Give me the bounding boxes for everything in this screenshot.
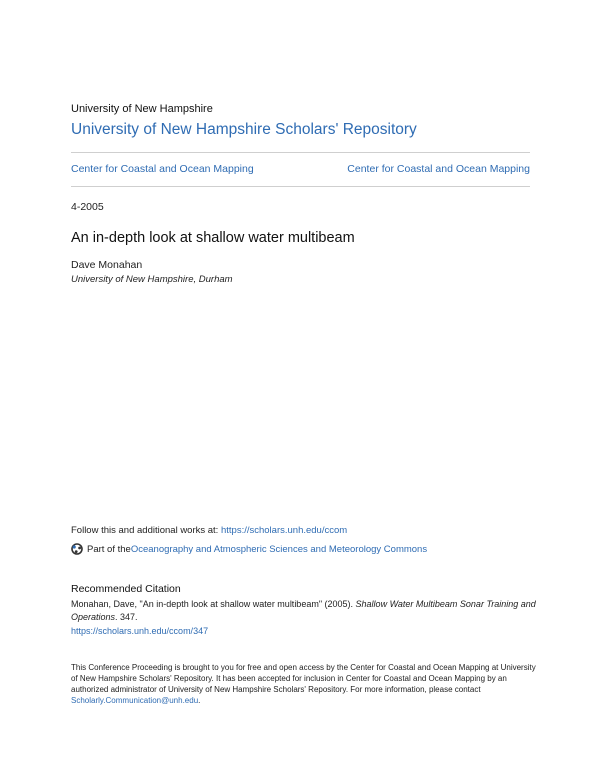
part-of-line bbox=[71, 543, 427, 555]
access-notice bbox=[71, 662, 541, 706]
publication-date: 4-2005 bbox=[71, 201, 104, 213]
commons-link[interactable]: Oceanography and Atmospheric Sciences and Meteorology Commons bbox=[130, 543, 428, 555]
commons-network-icon bbox=[71, 543, 83, 555]
author-name: Dave Monahan bbox=[71, 259, 143, 271]
repository-link[interactable]: University of New Hampshire Scholars' Repository bbox=[71, 121, 417, 138]
citation-plain: Monahan, Dave, "An in-depth look at shallow water multibeam" (2005). bbox=[71, 599, 356, 609]
part-of-prefix: Part of the bbox=[87, 543, 131, 555]
notice-end: . bbox=[198, 696, 201, 705]
follow-line bbox=[71, 525, 347, 536]
divider-bottom bbox=[71, 186, 530, 187]
follow-prefix: Follow this and additional works at: bbox=[71, 525, 221, 536]
citation-italic: Shallow Water Multibeam Sonar Training and Operations bbox=[71, 599, 536, 622]
follow-link[interactable]: https://scholars.unh.edu/ccom bbox=[220, 525, 348, 536]
notice-text: This Conference Proceeding is brought to you for free and open access by the Center for Coastal and Ocean Mapping at University of New Hampshire Scholars' Repository. It has been accepted for inclusion in Center for Coastal and Ocean Mapping by an authorized administrator of University of New Hampshire Scholars' Repository. For more information, please contact bbox=[71, 663, 536, 694]
collection-link-right[interactable]: Center for Coastal and Ocean Mapping bbox=[347, 163, 530, 175]
citation-heading: Recommended Citation bbox=[71, 583, 181, 595]
citation-link[interactable]: https://scholars.unh.edu/ccom/347 bbox=[71, 626, 209, 636]
contact-email-link[interactable]: Scholarly.Communication@unh.edu bbox=[71, 696, 199, 705]
collection-link-left[interactable]: Center for Coastal and Ocean Mapping bbox=[71, 163, 254, 175]
citation-text bbox=[71, 598, 541, 624]
divider-top bbox=[71, 152, 530, 153]
paper-title: An in-depth look at shallow water multibeam bbox=[71, 230, 355, 246]
citation-end: . 347. bbox=[115, 612, 138, 622]
author-affiliation: University of New Hampshire, Durham bbox=[71, 274, 233, 285]
university-name: University of New Hampshire bbox=[71, 103, 213, 115]
